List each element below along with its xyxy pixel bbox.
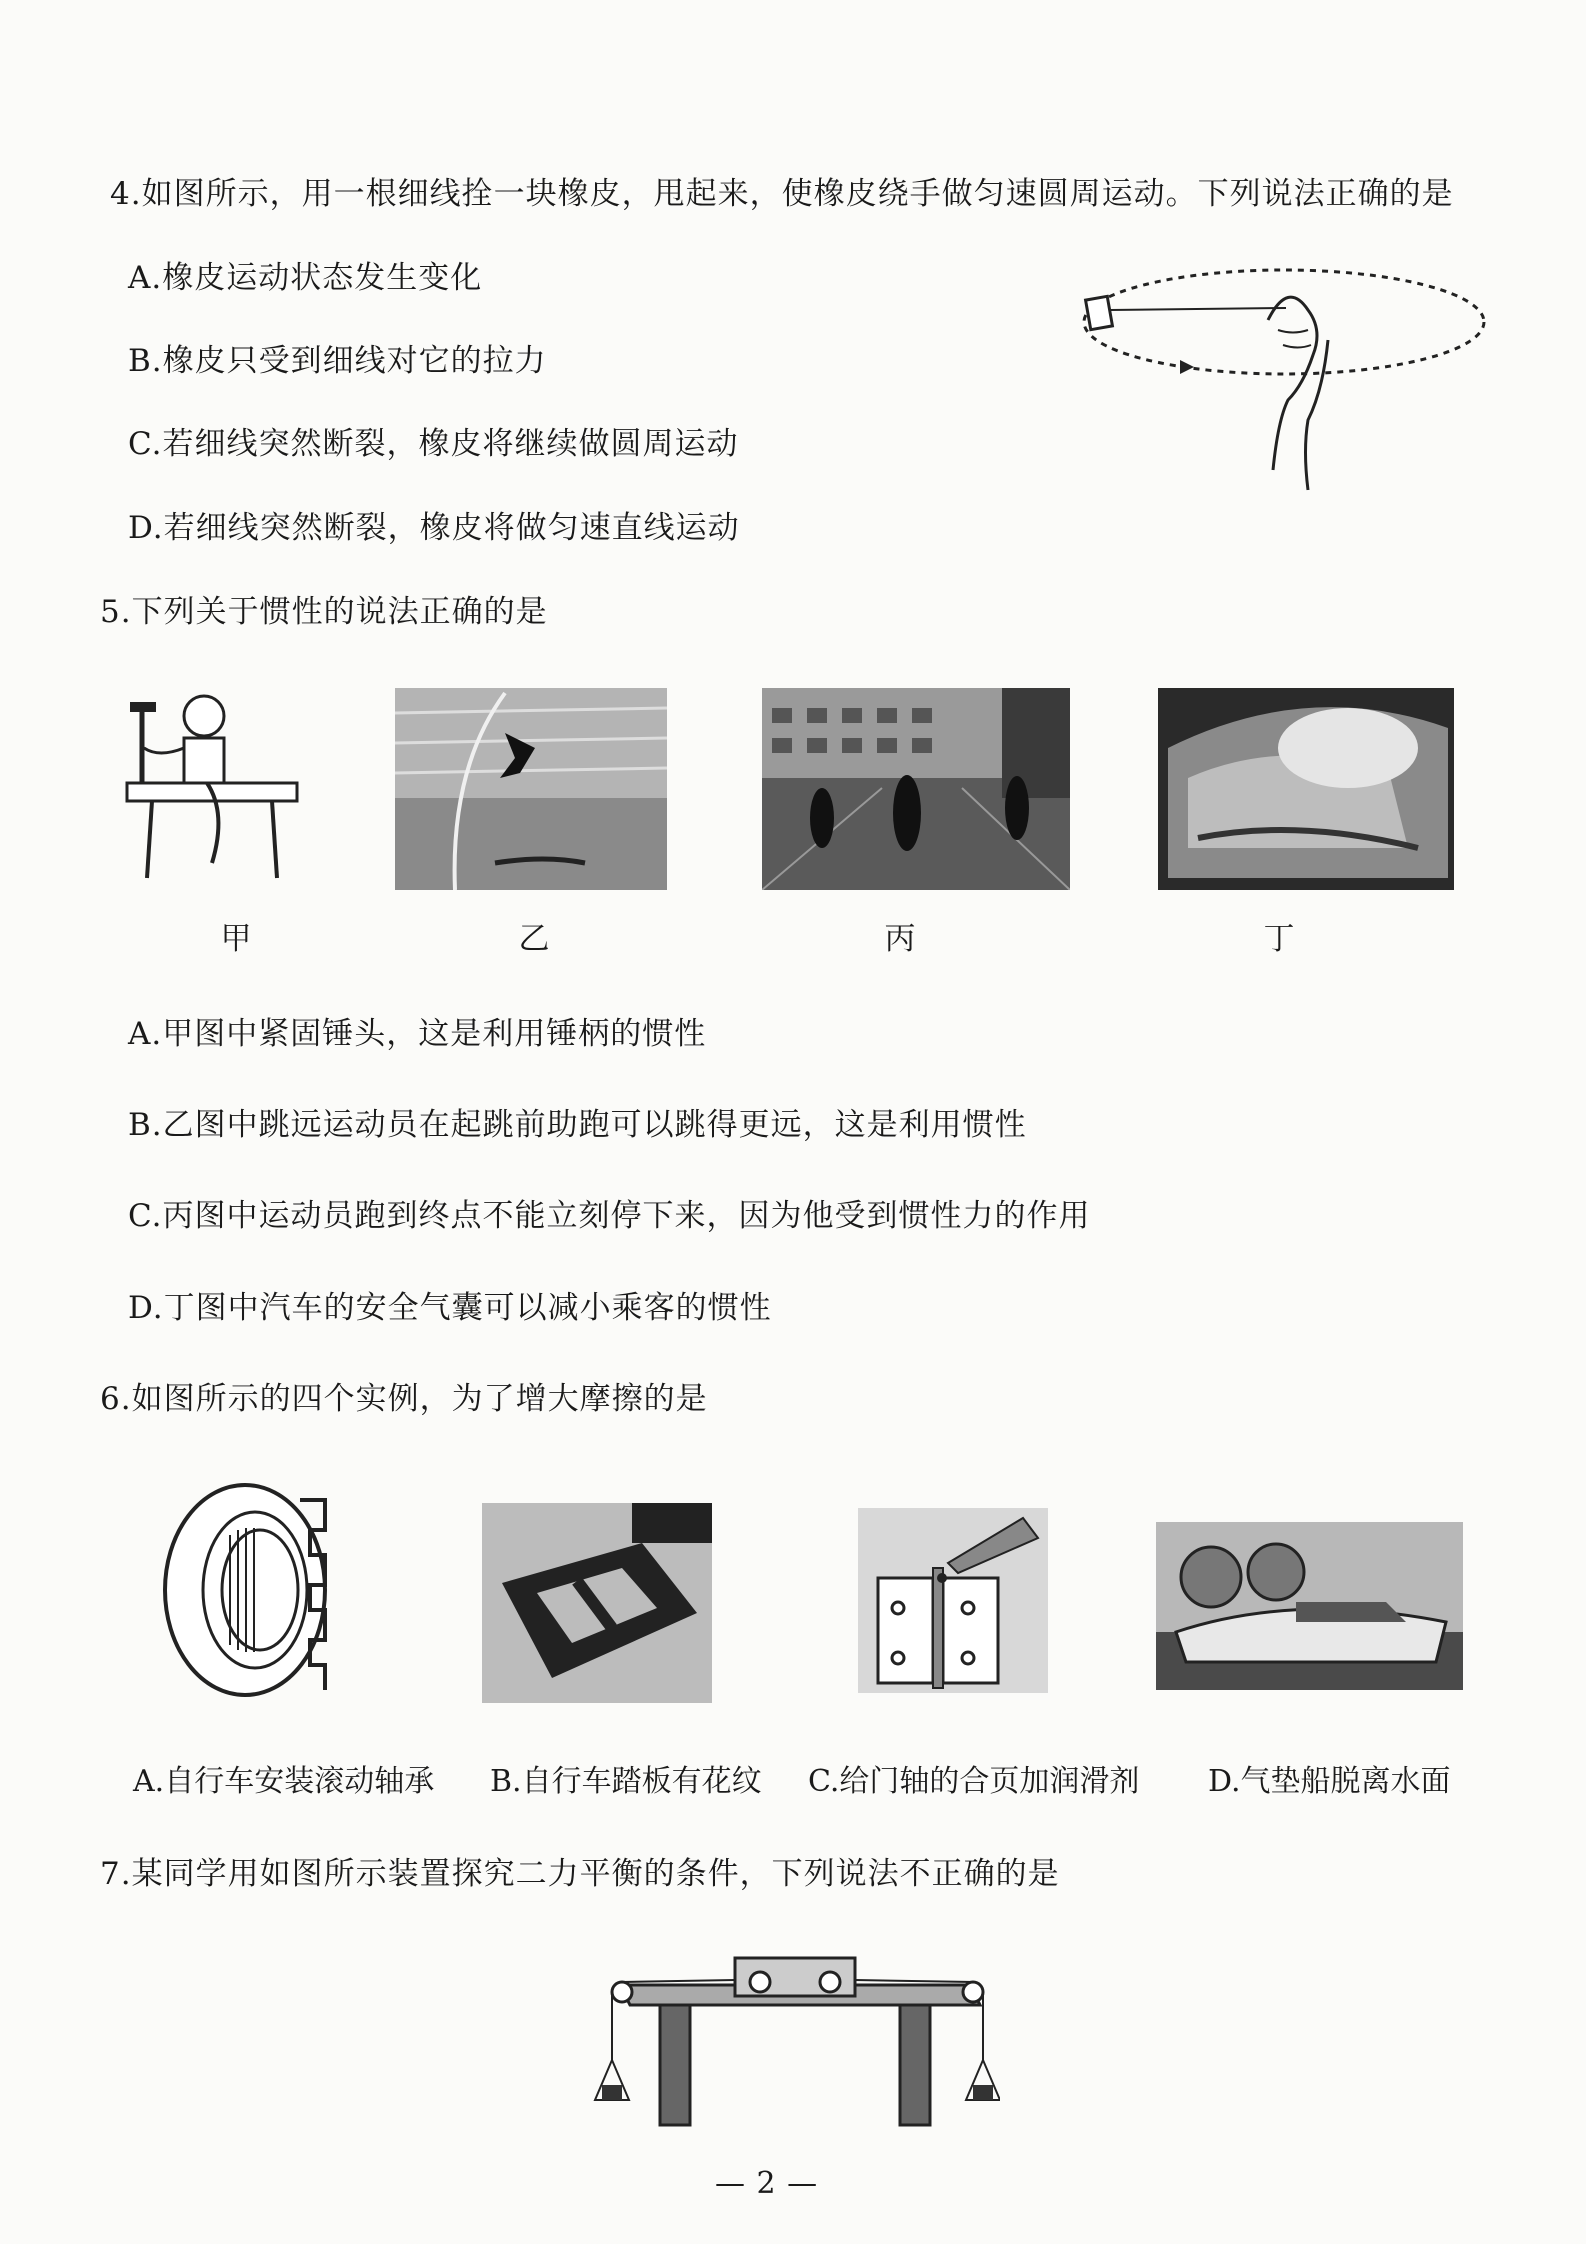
car-airbag-photo [1158,688,1454,890]
page-number: — 2 — [715,2166,819,2201]
q6-option-b: B.自行车踏板有花纹 [490,1764,762,1799]
q5-option-b: B.乙图中跳远运动员在起跳前助跑可以跳得更远，这是利用惯性 [128,1107,1027,1143]
q4-stem: 4.如图所示，用一根细线拴一块橡皮，甩起来，使橡皮绕手做匀速圆周运动。下列说法正确的是 [110,176,1454,212]
q4-option-a: A.橡皮运动状态发生变化 [128,260,483,296]
bicycle-pedal-photo [482,1503,712,1703]
caption-yi: 乙 [518,921,550,957]
circular-motion-figure [1078,250,1498,500]
caption-bing: 丙 [884,921,916,957]
ball-bearing-figure [160,1480,330,1700]
q6-option-c: C.给门轴的合页加润滑剂 [808,1764,1140,1799]
door-hinge-figure [858,1508,1048,1693]
q6-option-d: D.气垫船脱离水面 [1208,1764,1451,1799]
q7-stem: 7.某同学用如图所示装置探究二力平衡的条件，下列说法不正确的是 [100,1856,1060,1892]
caption-jia: 甲 [220,921,252,957]
long-jump-photo [395,688,667,890]
force-balance-apparatus-figure [590,1940,1000,2140]
hammer-bench-figure [122,688,322,888]
q4-option-d: D.若细线突然断裂，橡皮将做匀速直线运动 [128,510,740,546]
q6-option-a: A.自行车安装滚动轴承 [133,1764,435,1799]
q4-option-b: B.橡皮只受到细线对它的拉力 [128,343,547,379]
q5-option-a: A.甲图中紧固锤头，这是利用锤柄的惯性 [128,1016,707,1052]
sprint-finish-photo [762,688,1070,890]
hovercraft-photo [1156,1522,1463,1690]
q5-option-c: C.丙图中运动员跑到终点不能立刻停下来，因为他受到惯性力的作用 [128,1198,1091,1234]
caption-ding: 丁 [1263,921,1295,957]
q5-stem: 5.下列关于惯性的说法正确的是 [100,594,548,630]
q4-option-c: C.若细线突然断裂，橡皮将继续做圆周运动 [128,426,739,462]
q5-option-d: D.丁图中汽车的安全气囊可以减小乘客的惯性 [128,1290,772,1326]
q6-stem: 6.如图所示的四个实例，为了增大摩擦的是 [100,1381,708,1417]
